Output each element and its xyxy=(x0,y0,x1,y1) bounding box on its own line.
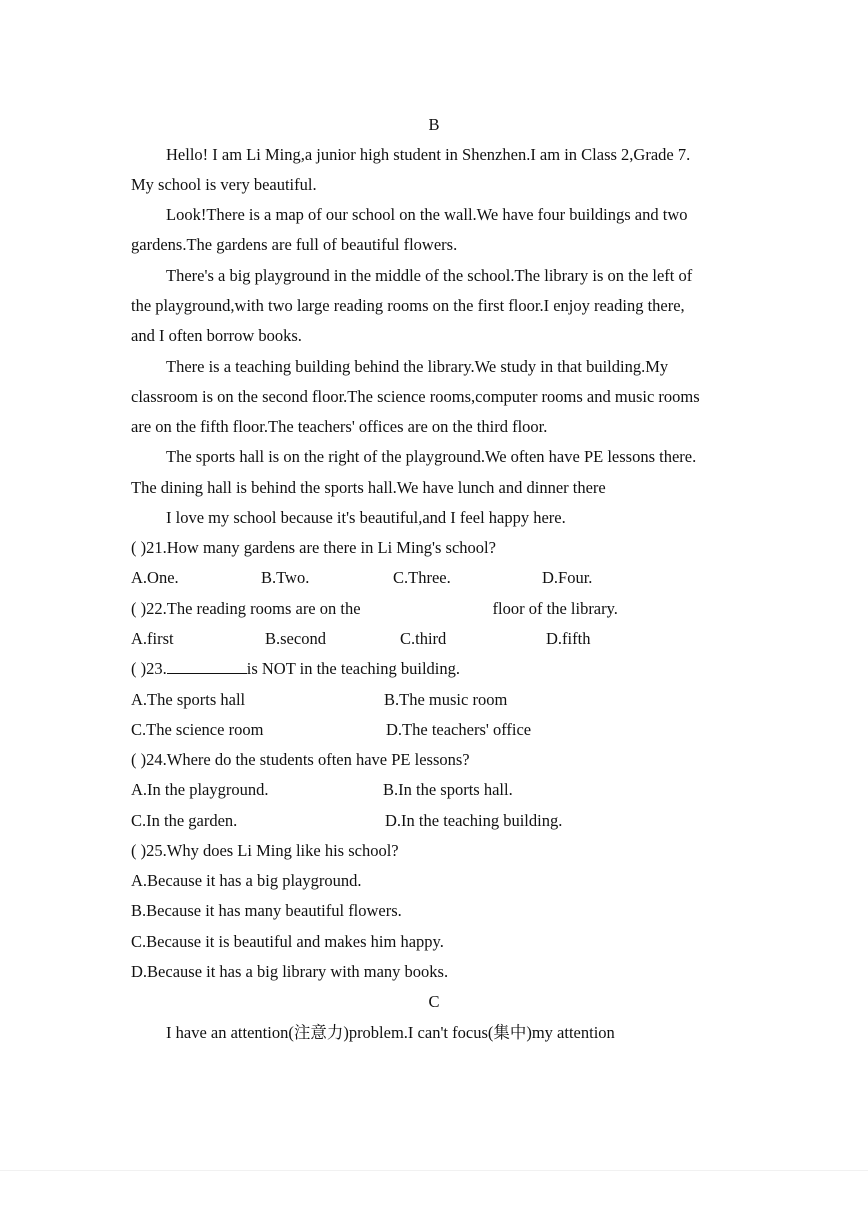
passage-line: and I often borrow books. xyxy=(131,326,302,345)
q23-option-d: D.The teachers' office xyxy=(386,720,532,739)
question-21-stem: ( )21.How many gardens are there in Li Ming's school? xyxy=(131,538,496,557)
q25-option-d: D.Because it has a big library with many books. xyxy=(131,962,449,981)
answer-blank xyxy=(167,658,247,674)
q23-option-c: C.The science room xyxy=(131,720,264,739)
q21-option-c: C.Three. xyxy=(393,568,451,587)
question-22-stem xyxy=(131,598,618,620)
passage-line: the playground,with two large reading rooms on the first floor.I enjoy reading there, xyxy=(131,296,685,315)
q23-stem-before: ( )23. xyxy=(131,659,167,678)
section-c-heading: C xyxy=(428,992,440,1011)
q24-option-b: B.In the sports hall. xyxy=(383,780,513,799)
q25-option-a: A.Because it has a big playground. xyxy=(131,871,362,890)
q24-option-a: A.In the playground. xyxy=(131,780,269,799)
q24-option-d: D.In the teaching building. xyxy=(385,811,563,830)
passage-line: There is a teaching building behind the library.We study in that building.My xyxy=(166,357,669,376)
q22-stem-before: ( )22.The reading rooms are on the xyxy=(131,599,361,618)
passage-line: The sports hall is on the right of the playground.We often have PE lessons there. xyxy=(166,447,697,466)
passage-line: gardens.The gardens are full of beautiful flowers. xyxy=(131,235,458,254)
q22-option-b: B.second xyxy=(265,629,326,648)
passage-line: My school is very beautiful. xyxy=(131,175,317,194)
section-b-heading: B xyxy=(428,115,440,134)
q22-stem-after: floor of the library. xyxy=(492,599,618,618)
q23-option-a: A.The sports hall xyxy=(131,690,246,709)
passage-line: The dining hall is behind the sports hall.We have lunch and dinner there xyxy=(131,478,606,497)
passage-line: I have an attention(注意力)problem.I can't focus(集中)my attention xyxy=(166,1023,615,1042)
q25-option-c: C.Because it is beautiful and makes him happy. xyxy=(131,932,444,951)
q22-option-a: A.first xyxy=(131,629,174,648)
q23-stem-after: is NOT in the teaching building. xyxy=(246,659,461,678)
q22-option-c: C.third xyxy=(400,629,447,648)
q23-option-b: B.The music room xyxy=(384,690,508,709)
question-25-stem: ( )25.Why does Li Ming like his school? xyxy=(131,841,399,860)
passage-line: classroom is on the second floor.The science rooms,computer rooms and music rooms xyxy=(131,387,700,406)
passage-line: I love my school because it's beautiful,and I feel happy here. xyxy=(166,508,566,527)
q25-option-b: B.Because it has many beautiful flowers. xyxy=(131,901,402,920)
page-divider xyxy=(0,1170,868,1171)
question-24-stem: ( )24.Where do the students often have PE lessons? xyxy=(131,750,470,769)
passage-line: Hello! I am Li Ming,a junior high student in Shenzhen.I am in Class 2,Grade 7. xyxy=(166,145,691,164)
q22-option-d: D.fifth xyxy=(546,629,591,648)
q24-option-c: C.In the garden. xyxy=(131,811,238,830)
passage-line: There's a big playground in the middle of the school.The library is on the left of xyxy=(166,266,693,285)
question-23-stem xyxy=(131,658,460,680)
q21-option-b: B.Two. xyxy=(261,568,310,587)
passage-line: are on the fifth floor.The teachers' offices are on the third floor. xyxy=(131,417,548,436)
q21-option-a: A.One. xyxy=(131,568,179,587)
passage-line: Look!There is a map of our school on the wall.We have four buildings and two xyxy=(166,205,688,224)
q21-option-d: D.Four. xyxy=(542,568,593,587)
